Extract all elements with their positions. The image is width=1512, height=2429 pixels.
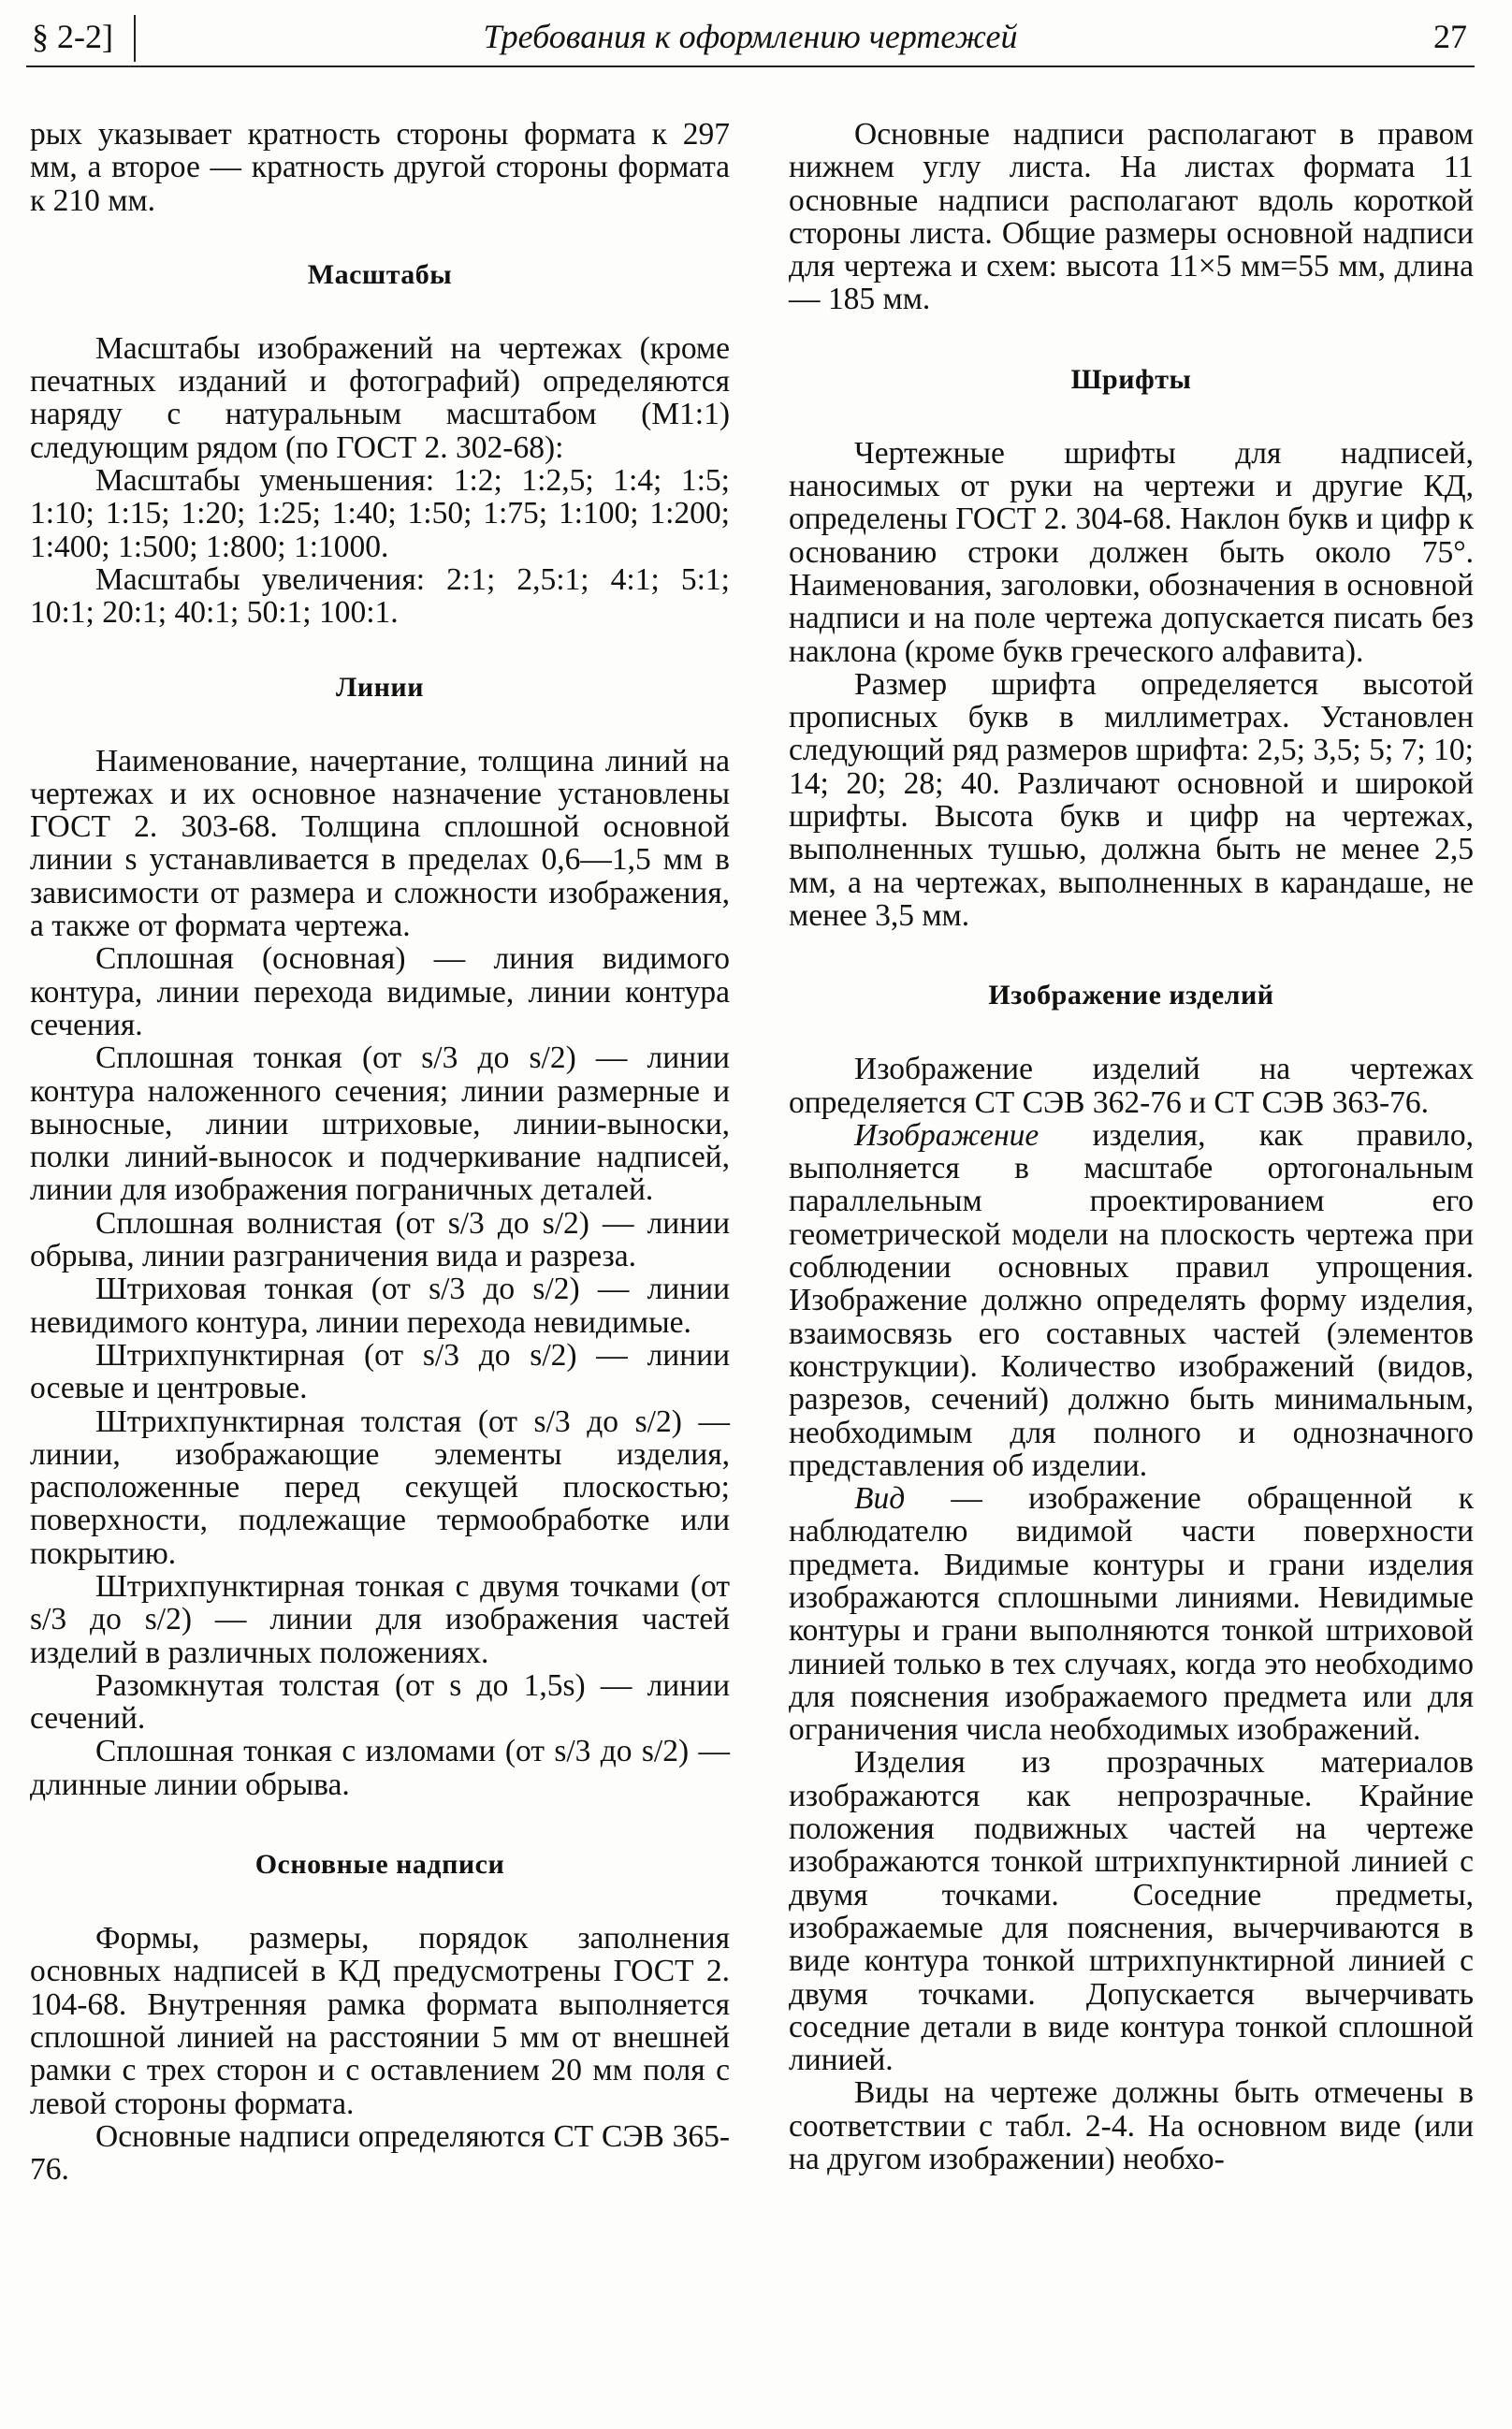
paragraph: Формы, размеры, порядок заполнения основных надписей в КД предусмотрены ГОСТ 2. 104-68. Внутренняя рамка формата выполняется сплошной линией на расстоянии 5 мм от внешней рамки с трех сторон и с оставлением 20 мм поля с левой стороны формата. bbox=[30, 1921, 730, 2121]
paragraph: Масштабы уменьшения: 1:2; 1:2,5; 1:4; 1:5; 1:10; 1:15; 1:20; 1:25; 1:40; 1:50; 1:75; 1:100; 1:200; 1:400; 1:500; 1:800; 1:1000. bbox=[30, 463, 730, 564]
section-heading-fonts: Шрифты bbox=[1070, 363, 1192, 395]
section-heading-title-blocks: Основные надписи bbox=[254, 1849, 505, 1881]
paragraph: Виды на чертеже должны быть отмечены в соответствии с табл. 2-4. На основном виде (или на другом изображении) необхо- bbox=[789, 2075, 1474, 2177]
paragraph: рых указывает кратность стороны формата к 297 мм, а второе — кратность другой стороны формата к 210 мм. bbox=[30, 117, 730, 218]
paragraph: Наименование, начертание, толщина линий на чертежах и их основное назначение установлены ГОСТ 2. 303-68. Толщина сплошной основной линии s устанавливается в пределах 0,6—1,5 мм в зависимости от размера и сложности изображения, а также от формата чертежа. bbox=[30, 743, 730, 944]
paragraph: Разомкнутая толстая (от s до 1,5s) — линии сечений. bbox=[30, 1667, 730, 1737]
section-heading-lines: Линии bbox=[336, 671, 424, 703]
paragraph: Сплошная тонкая (от s/3 до s/2) — линии контура наложенного сечения; линии размерные и выносные, линии штриховые, линии-выноски, полки линий-выносок и подчеркивание надписей, линии для изображения пограничных деталей. bbox=[30, 1040, 730, 1208]
paragraph: Штрихпунктирная толстая (от s/3 до s/2) — линии, изображающие элементы изделия, расположенные перед секущей плоскостью; поверхности, подлежащие термообработке или покрытию. bbox=[30, 1404, 730, 1571]
paragraph: Сплошная волнистая (от s/3 до s/2) — линии обрыва, линии разграничения вида и разреза. bbox=[30, 1205, 730, 1274]
paragraph: Чертежные шрифты для надписей, наносимых от руки на чертежи и другие КД, определены ГОСТ 2. 304-68. Наклон букв и цифр к основанию строки должен быть около 75°. Наименования, заголовки, обозначения в основной надписи и на поле чертежа допускается писать без наклона (кроме букв греческого алфавита). bbox=[789, 435, 1474, 669]
paragraph-text: — изображение обращенной к наблюдателю видимой части поверхности предмета. Видимые контуры и грани изделия изображаются сплошными линиями. Невидимые контуры и грани выполняются тонкой штриховой линией только в тех случаях, когда это необходимо для пояснения изображаемого предмета или для ограничения числа необходимых изображений. bbox=[789, 1481, 1475, 1748]
section-number: § 2-2] bbox=[32, 15, 136, 62]
paragraph: Масштабы изображений на чертежах (кроме печатных изданий и фотографий) определяются наряду с натуральным масштабом (М1:1) следующим рядом (по ГОСТ 2. 302-68): bbox=[30, 330, 730, 465]
left-column bbox=[30, 118, 730, 2186]
term-italic: Изображение bbox=[854, 1117, 1040, 1153]
paragraph: Штрихпунктирная тонкая с двумя точками (от s/3 до s/2) — линии для изображения частей изделий в различных положениях. bbox=[30, 1568, 730, 1670]
paragraph: Изделия из прозрачных материалов изображаются как непрозрачные. Крайние положения подвижных частей на чертеже изображаются тонкой штрихпунктирной линией с двумя точками. Соседние предметы, изображаемые для пояснения, вычерчиваются в виде контура тонкой штрихпунктирной линией с двумя точками. Допускается вычерчивать соседние детали в виде контура тонкой сплошной линией. bbox=[789, 1745, 1474, 2078]
paragraph: Основные надписи располагают в правом нижнем углу листа. На листах формата 11 основные надписи располагают вдоль короткой стороны листа. Общие размеры основной надписи для чертежа и схем: высота 11×5 мм=55 мм, длина — 185 мм. bbox=[789, 117, 1474, 317]
paragraph: Масштабы увеличения: 2:1; 2,5:1; 4:1; 5:1; 10:1; 20:1; 40:1; 50:1; 100:1. bbox=[30, 561, 730, 631]
paragraph: Размер шрифта определяется высотой прописных букв в миллиметрах. Установлен следующий ряд размеров шрифта: 2,5; 3,5; 5; 7; 10; 14; 20; 28; 40. Различают основной и широкой шрифты. Высота букв и цифр на чертежах, выполненных тушью, должна быть не менее 2,5 мм, а на чертежах, выполненных в карандаше, не менее 3,5 мм. bbox=[789, 666, 1474, 933]
right-column bbox=[789, 118, 1474, 2175]
page-number: 27 bbox=[1433, 18, 1467, 55]
paragraph: Сплошная тонкая с изломами (от s/3 до s/2) — длинные линии обрыва. bbox=[30, 1734, 730, 1802]
term-italic: Вид bbox=[854, 1481, 906, 1517]
running-header bbox=[26, 11, 1475, 67]
paragraph-text: изделия, как правило, выполняется в масштабе ортогональным параллельным проектированием его геометрической модели на плоскость чертежа при соблюдении основных правил упрощения. Изображение должно определять форму изделия, взаимосвязь его составных частей (элементов конструкции). Количество изображений (видов, разрезов, сечений) должно быть минимальным, необходимым для полного и однозначного представления об изделии. bbox=[789, 1117, 1474, 1483]
paragraph: Штрихпунктирная (от s/3 до s/2) — линии осевые и центровые. bbox=[30, 1337, 730, 1406]
paragraph bbox=[789, 1119, 1474, 1482]
running-title: Требования к оформлению чертежей bbox=[483, 18, 1018, 55]
paragraph: Штриховая тонкая (от s/3 до s/2) — линии невидимого контура, линии перехода невидимые. bbox=[30, 1272, 730, 1340]
paragraph: Сплошная (основная) — линия видимого контура, линии перехода видимые, линии контура сечения. bbox=[30, 941, 730, 1042]
section-heading-scales: Масштабы bbox=[307, 258, 453, 290]
paragraph bbox=[789, 1482, 1474, 1746]
paragraph: Изображение изделий на чертежах определяется СТ СЭВ 362-76 и СТ СЭВ 363-76. bbox=[789, 1052, 1474, 1120]
paragraph: Основные надписи определяются СТ СЭВ 365-76. bbox=[30, 2118, 730, 2188]
section-heading-images: Изображение изделий bbox=[988, 980, 1274, 1011]
